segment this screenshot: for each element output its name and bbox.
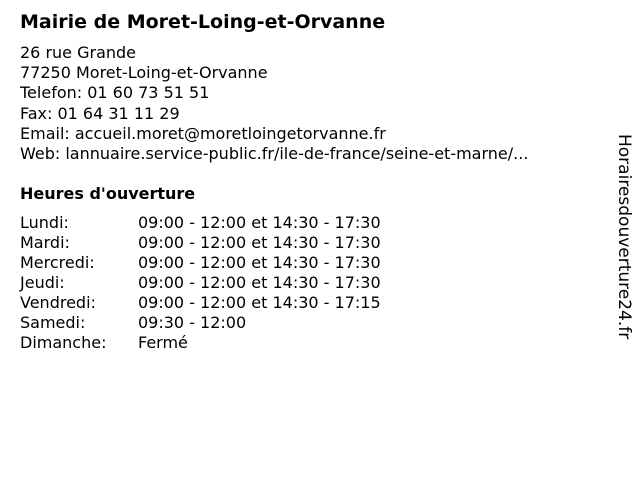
day-hours: 09:00 - 12:00 et 14:30 - 17:30 (138, 273, 381, 292)
hours-row-dimanche (20, 333, 480, 353)
day-hours: 09:00 - 12:00 et 14:30 - 17:30 (138, 253, 381, 272)
hours-row-mercredi (20, 253, 480, 273)
day-hours: Fermé (138, 333, 188, 352)
phone-number[interactable]: Telefon: 01 60 73 51 51 (20, 83, 210, 103)
hours-heading: Heures d'ouverture (20, 184, 196, 203)
email-address[interactable]: Email: accueil.moret@moretloingetorvanne.fr (20, 123, 386, 143)
contact-block (20, 43, 528, 164)
day-label: Lundi: (20, 213, 69, 232)
website-link[interactable]: Web: lannuaire.service-public.fr/ile-de-france/seine-et-marne/... (20, 143, 529, 163)
day-label: Mercredi: (20, 253, 95, 272)
hours-row-samedi (20, 313, 480, 333)
page-title: Mairie de Moret-Loing-et-Orvanne (20, 11, 386, 33)
day-label: Jeudi: (20, 273, 65, 292)
opening-hours-table (20, 213, 480, 353)
brand-text: Horairesdouverture24.fr (614, 134, 634, 340)
day-label: Mardi: (20, 233, 70, 252)
day-label: Vendredi: (20, 293, 96, 312)
city-address: 77250 Moret-Loing-et-Orvanne (20, 63, 268, 83)
hours-row-lundi (20, 213, 480, 233)
day-hours: 09:00 - 12:00 et 14:30 - 17:15 (138, 293, 381, 312)
fax-number: Fax: 01 64 31 11 29 (20, 103, 180, 123)
day-hours: 09:30 - 12:00 (138, 313, 247, 332)
hours-row-jeudi (20, 273, 480, 293)
day-label: Samedi: (20, 313, 86, 332)
day-hours: 09:00 - 12:00 et 14:30 - 17:30 (138, 233, 381, 252)
brand-watermark (612, 134, 636, 370)
hours-row-vendredi (20, 293, 480, 313)
day-label: Dimanche: (20, 333, 107, 352)
day-hours: 09:00 - 12:00 et 14:30 - 17:30 (138, 213, 381, 232)
street-address: 26 rue Grande (20, 43, 137, 62)
hours-row-mardi (20, 233, 480, 253)
